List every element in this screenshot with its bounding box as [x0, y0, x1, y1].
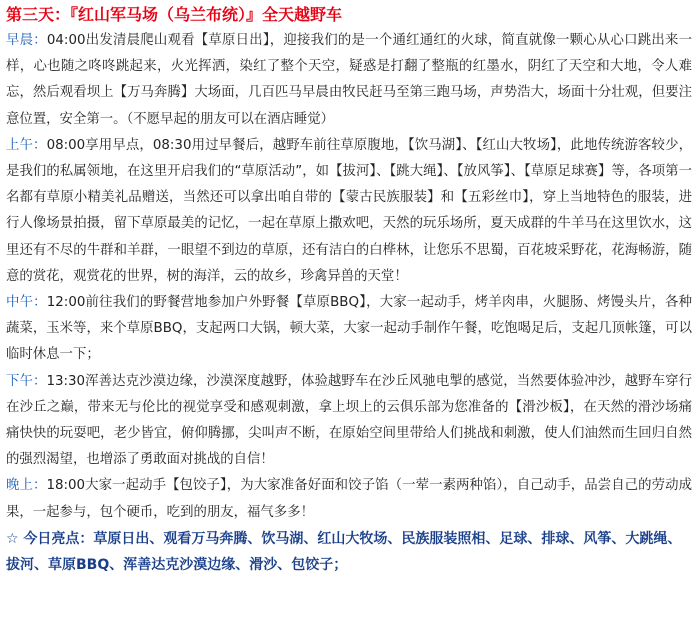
section-forenoon: [6, 133, 694, 290]
section-text: 13:30浑善达克沙漠边缘，沙漠深度越野，体验越野车在沙丘风驰电掣的感觉，当然要体验冲沙，越野车穿行在沙丘之巅，带来无与伦比的视觉享受和感观刺激，拿上坝上的云俱乐部为您准备的【滑沙板】，在天然的滑沙场痛痛快快的玩耍吧，老少皆宜，俯仰腾挪，尖叫声不断，在原始空间里带给人们挑战和刺激，使人们油然而生回归自然的强烈渴望，也增添了勇敢面对挑战的自信！: [6, 373, 692, 468]
section-label: 早晨：: [6, 33, 47, 48]
section-label: 上午：: [6, 137, 47, 153]
section-evening: [6, 473, 694, 525]
section-label: 中午：: [6, 295, 47, 311]
section-text: 08:00享用早点，08:30用过早餐后，越野车前往草原腹地，【饮马湖】、【红山大牧场】，此地传统游客较少，是我们的私属领地，在这里开启我们的“草原活动”，如【拔河】、【跳大绳】、【放风筝】、【草原足球赛】等，各项第一名都有草原小精美礼品赠送，当然还可以拿出咱自带的【蒙古民族服装】和【五彩丝巾】，穿上当地特色的服装，进行人像场景拍摄，留下草原最美的记忆，一起在草原上撒欢吧，天然的玩乐场所，夏天成群的牛羊马在这里饮水，这里还有不尽的牛群和羊群，一眼望不到边的草原，还有洁白的白桦林，让您乐不思蜀，百花坡采野花，花海畅游，随意的赏花，观赏花的世界，树的海洋，云的故乡，珍禽异兽的天堂！: [6, 137, 692, 284]
section-text: 04:00出发清晨爬山观看【草原日出】，迎接我们的是一个通红通红的火球，简直就像一颗心从心口跳出来一样，心也随之咚咚跳起来，火光挥洒，染红了整个天空，疑惑是打翻了整瓶的红墨水，阴红了天空和大地，令人难忘，然后观看坝上【万马奔腾】大场面，几百匹马早晨由牧民赶马至第三跑马场，声势浩大，场面十分壮观，但要注意位置，安全第一。（不愿早起的朋友可以在酒店睡觉）: [6, 33, 693, 127]
section-text: 18:00大家一起动手【包饺子】，为大家准备好面和饺子馅（一荤一素两种馅），自己动手，品尝自己的劳动成果，一起参与，包个硬币，吃到的朋友，福气多多！: [6, 478, 693, 520]
day-title: 第三天：『红山军马场（乌兰布统）』全天越野车: [6, 5, 343, 24]
section-text: 12:00前往我们的野餐营地参加户外野餐【草原BBQ】，大家一起动手，烤羊肉串，火腿肠、烤馒头片，各种蔬菜，玉米等，来个草原BBQ，支起两口大锅，顿大菜，大家一起动手制作午餐，吃饱喝足后，支起几顶帐篷，可以临时休息一下；: [6, 295, 692, 363]
section-morning: [6, 28, 694, 133]
section-label: 下午：: [6, 373, 47, 389]
section-afternoon: [6, 369, 694, 474]
section-label: 晚上：: [6, 478, 47, 494]
section-noon: [6, 290, 694, 369]
day-highlights: ☆ 今日亮点：草原日出、观看万马奔腾、饮马湖、红山大牧场、民族服装照相、足球、排球、风筝、大跳绳、拔河、草原BBQ、浑善达克沙漠边缘、滑沙、包饺子；: [6, 530, 682, 574]
